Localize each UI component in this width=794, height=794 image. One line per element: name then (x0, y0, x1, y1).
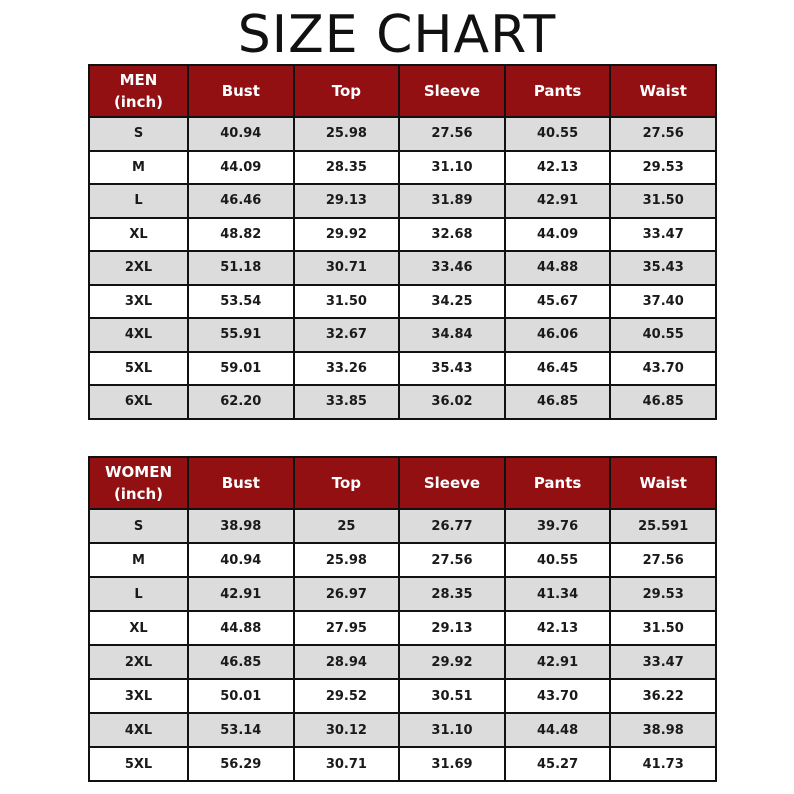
table-row (89, 117, 716, 151)
women-size-table (88, 456, 717, 782)
column-header-top: Top (294, 65, 400, 117)
cell-top: 29.13 (294, 184, 400, 218)
table-row (89, 713, 716, 747)
table-row (89, 318, 716, 352)
cell-pants: 42.91 (505, 645, 611, 679)
cell-top: 30.12 (294, 713, 400, 747)
cell-top: 32.67 (294, 318, 400, 352)
cell-waist: 46.85 (610, 385, 716, 419)
column-header-pants: Pants (505, 65, 611, 117)
cell-top: 30.71 (294, 251, 400, 285)
cell-pants: 46.06 (505, 318, 611, 352)
cell-waist: 35.43 (610, 251, 716, 285)
cell-sleeve: 27.56 (399, 117, 505, 151)
column-header-waist: Waist (610, 65, 716, 117)
cell-sleeve: 31.10 (399, 151, 505, 185)
cell-top: 26.97 (294, 577, 400, 611)
column-header-sleeve: Sleeve (399, 457, 505, 509)
table-row (89, 543, 716, 577)
cell-waist: 29.53 (610, 151, 716, 185)
cell-pants: 45.27 (505, 747, 611, 781)
column-header-sleeve: Sleeve (399, 65, 505, 117)
cell-top: 28.35 (294, 151, 400, 185)
cell-waist: 33.47 (610, 218, 716, 252)
cell-bust: 56.29 (188, 747, 294, 781)
cell-top: 27.95 (294, 611, 400, 645)
cell-bust: 59.01 (188, 352, 294, 386)
size-cell: XL (89, 218, 188, 252)
cell-pants: 43.70 (505, 679, 611, 713)
size-cell: 4XL (89, 318, 188, 352)
size-cell: 3XL (89, 679, 188, 713)
cell-sleeve: 31.69 (399, 747, 505, 781)
cell-sleeve: 29.92 (399, 645, 505, 679)
table-row (89, 679, 716, 713)
cell-pants: 42.91 (505, 184, 611, 218)
size-cell: 3XL (89, 285, 188, 319)
cell-sleeve: 33.46 (399, 251, 505, 285)
table-row (89, 151, 716, 185)
table-row (89, 611, 716, 645)
cell-bust: 44.09 (188, 151, 294, 185)
size-cell: L (89, 184, 188, 218)
table-row (89, 577, 716, 611)
cell-waist: 31.50 (610, 184, 716, 218)
group-header-cell (89, 65, 188, 117)
size-cell: 6XL (89, 385, 188, 419)
column-header-bust: Bust (188, 65, 294, 117)
group-label: WOMEN (104, 463, 173, 481)
cell-waist: 37.40 (610, 285, 716, 319)
cell-sleeve: 31.89 (399, 184, 505, 218)
cell-sleeve: 32.68 (399, 218, 505, 252)
cell-top: 33.85 (294, 385, 400, 419)
unit-label: (inch) (113, 93, 164, 111)
cell-pants: 44.09 (505, 218, 611, 252)
size-cell: S (89, 117, 188, 151)
cell-pants: 42.13 (505, 611, 611, 645)
column-header-top: Top (294, 457, 400, 509)
cell-top: 29.92 (294, 218, 400, 252)
cell-pants: 41.34 (505, 577, 611, 611)
size-cell: L (89, 577, 188, 611)
cell-top: 30.71 (294, 747, 400, 781)
cell-waist: 38.98 (610, 713, 716, 747)
cell-bust: 38.98 (188, 509, 294, 543)
size-cell: 5XL (89, 352, 188, 386)
page-title: SIZE CHART (237, 5, 557, 65)
cell-sleeve: 27.56 (399, 543, 505, 577)
cell-top: 33.26 (294, 352, 400, 386)
cell-waist: 25.591 (610, 509, 716, 543)
cell-bust: 50.01 (188, 679, 294, 713)
table-row (89, 251, 716, 285)
table-row (89, 747, 716, 781)
cell-top: 28.94 (294, 645, 400, 679)
column-header-waist: Waist (610, 457, 716, 509)
cell-waist: 43.70 (610, 352, 716, 386)
cell-waist: 40.55 (610, 318, 716, 352)
table-row (89, 285, 716, 319)
table-row (89, 645, 716, 679)
cell-pants: 40.55 (505, 117, 611, 151)
cell-sleeve: 30.51 (399, 679, 505, 713)
column-header-pants: Pants (505, 457, 611, 509)
table-header-row (89, 457, 716, 509)
table-row (89, 509, 716, 543)
size-cell: XL (89, 611, 188, 645)
cell-bust: 46.46 (188, 184, 294, 218)
group-header-cell (89, 457, 188, 509)
cell-waist: 36.22 (610, 679, 716, 713)
cell-pants: 42.13 (505, 151, 611, 185)
cell-sleeve: 31.10 (399, 713, 505, 747)
cell-pants: 40.55 (505, 543, 611, 577)
cell-bust: 62.20 (188, 385, 294, 419)
cell-bust: 55.91 (188, 318, 294, 352)
cell-waist: 27.56 (610, 117, 716, 151)
cell-sleeve: 26.77 (399, 509, 505, 543)
cell-bust: 53.14 (188, 713, 294, 747)
cell-waist: 33.47 (610, 645, 716, 679)
size-cell: 2XL (89, 251, 188, 285)
cell-top: 31.50 (294, 285, 400, 319)
table-row (89, 352, 716, 386)
size-cell: S (89, 509, 188, 543)
table-row (89, 218, 716, 252)
cell-sleeve: 28.35 (399, 577, 505, 611)
cell-bust: 40.94 (188, 117, 294, 151)
size-cell: 4XL (89, 713, 188, 747)
cell-bust: 53.54 (188, 285, 294, 319)
cell-waist: 31.50 (610, 611, 716, 645)
cell-bust: 46.85 (188, 645, 294, 679)
cell-pants: 39.76 (505, 509, 611, 543)
cell-bust: 44.88 (188, 611, 294, 645)
size-cell: 5XL (89, 747, 188, 781)
cell-top: 25 (294, 509, 400, 543)
group-label: MEN (119, 71, 158, 89)
cell-sleeve: 34.25 (399, 285, 505, 319)
unit-label: (inch) (113, 485, 164, 503)
table-row (89, 385, 716, 419)
cell-sleeve: 36.02 (399, 385, 505, 419)
cell-sleeve: 35.43 (399, 352, 505, 386)
men-size-table (88, 64, 717, 420)
table-row (89, 184, 716, 218)
cell-bust: 40.94 (188, 543, 294, 577)
column-header-bust: Bust (188, 457, 294, 509)
size-cell: 2XL (89, 645, 188, 679)
cell-waist: 29.53 (610, 577, 716, 611)
cell-pants: 45.67 (505, 285, 611, 319)
cell-waist: 41.73 (610, 747, 716, 781)
cell-top: 25.98 (294, 543, 400, 577)
cell-bust: 51.18 (188, 251, 294, 285)
size-cell: M (89, 543, 188, 577)
cell-sleeve: 34.84 (399, 318, 505, 352)
cell-bust: 48.82 (188, 218, 294, 252)
cell-waist: 27.56 (610, 543, 716, 577)
cell-sleeve: 29.13 (399, 611, 505, 645)
cell-pants: 46.85 (505, 385, 611, 419)
cell-top: 29.52 (294, 679, 400, 713)
cell-pants: 44.48 (505, 713, 611, 747)
size-cell: M (89, 151, 188, 185)
cell-top: 25.98 (294, 117, 400, 151)
cell-pants: 46.45 (505, 352, 611, 386)
cell-bust: 42.91 (188, 577, 294, 611)
cell-pants: 44.88 (505, 251, 611, 285)
table-header-row (89, 65, 716, 117)
